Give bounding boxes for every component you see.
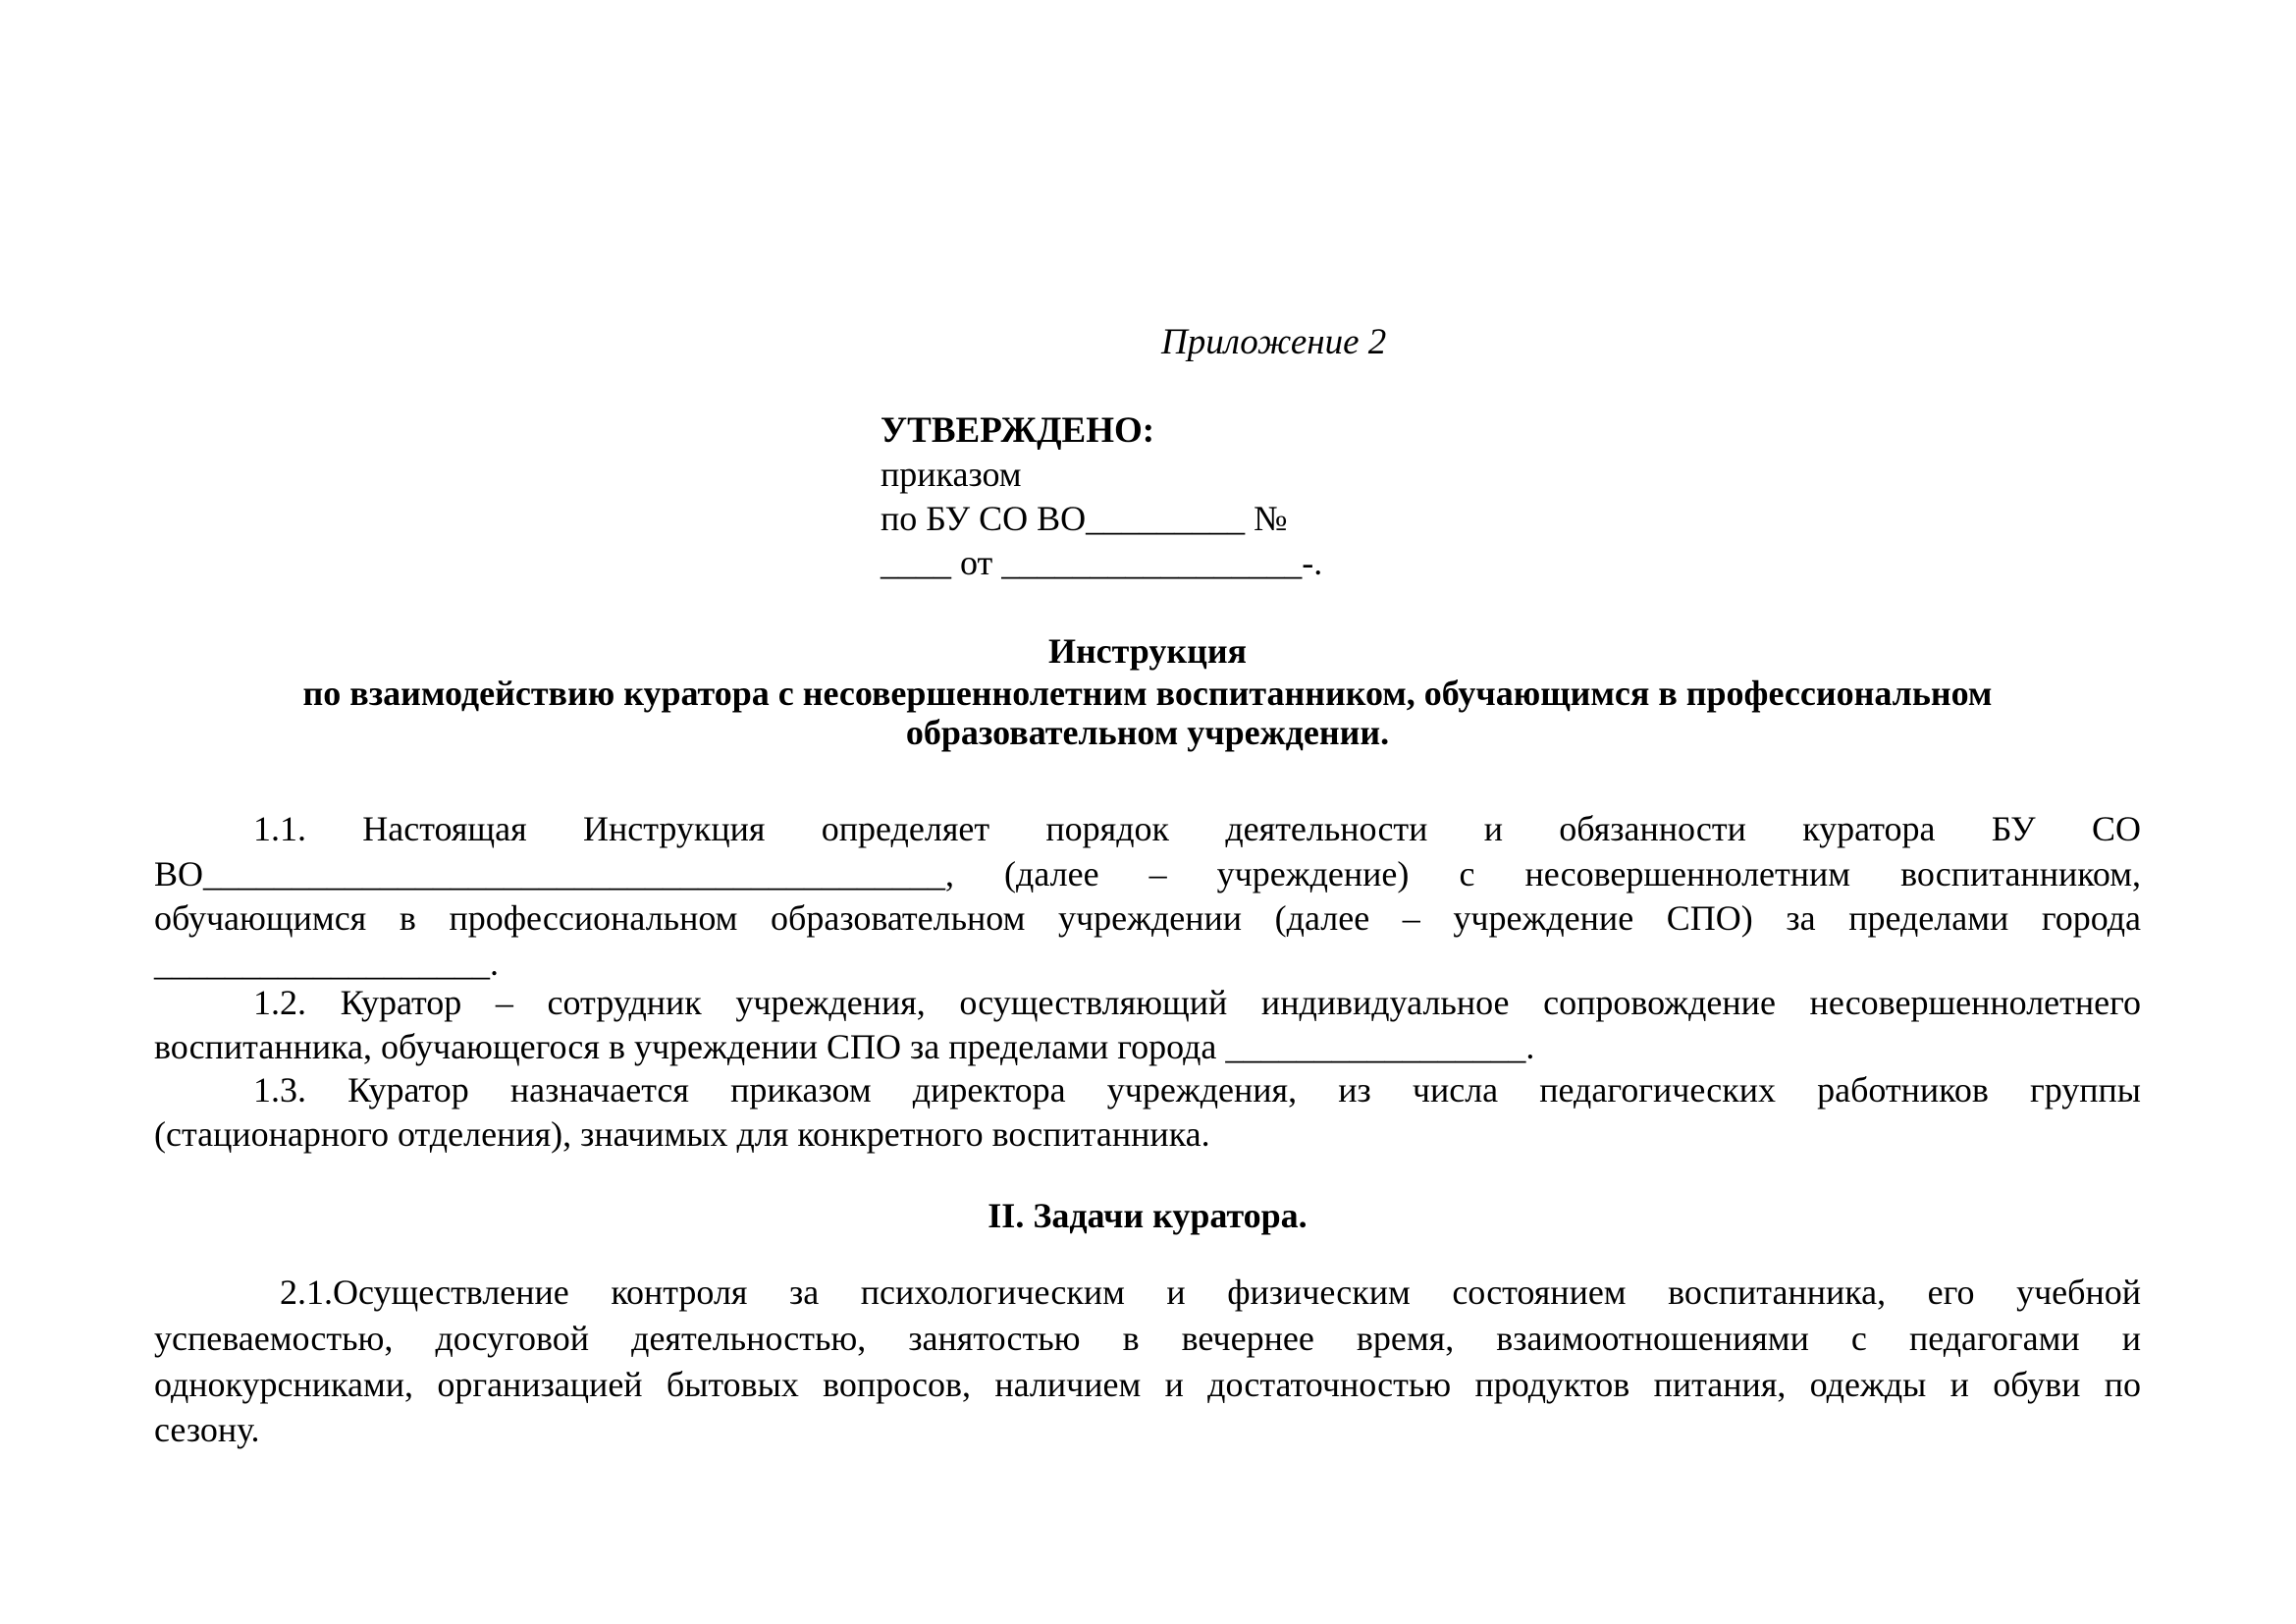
section-heading: II. Задачи куратора. <box>988 1196 1308 1235</box>
paragraph-line: 1.2. Куратор – сотрудник учреждения, осуществляющий индивидуальное сопровождение несовершеннолетнего <box>253 983 2141 1022</box>
approval-line: ____ от _________________-. <box>881 543 1323 582</box>
paragraph-line: успеваемостью, досуговой деятельностью, занятостью в вечернее время, взаимоотношениями с педагогами и <box>154 1319 2141 1358</box>
paragraph-line: 2.1.Осуществление контроля за психологическим и физическим состоянием воспитанника, его учебной <box>280 1272 2141 1312</box>
appendix-label: Приложение 2 <box>1161 322 1387 362</box>
paragraph-line: ___________________. <box>154 944 499 983</box>
title-line: образовательном учреждении. <box>905 713 1390 752</box>
paragraph-line: однокурсниками, организацией бытовых вопросов, наличием и достаточностью продуктов питания, одежды и обуви по <box>154 1365 2141 1404</box>
approval-title: УТВЕРЖДЕНО: <box>881 410 1155 451</box>
approval-line: по БУ СО ВО_________ № <box>881 499 1288 538</box>
title-line: по взаимодействию куратора с несовершеннолетним воспитанником, обучающимся в профессиональном <box>302 674 1993 713</box>
paragraph-line: 1.3. Куратор назначается приказом директора учреждения, из числа педагогических работников группы <box>253 1070 2141 1110</box>
paragraph-line: воспитанника, обучающегося в учреждении СПО за пределами города _________________. <box>154 1027 1535 1066</box>
paragraph-line: сезону. <box>154 1410 260 1449</box>
approval-line: приказом <box>881 455 1022 494</box>
title-line: Инструкция <box>1047 631 1248 671</box>
paragraph-line: ВО__________________________________________, (далее – учреждение) с несовершеннолетним воспитанником, <box>154 854 2141 893</box>
paragraph-line: (стационарного отделения), значимых для конкретного воспитанника. <box>154 1114 1210 1154</box>
paragraph-line: 1.1. Настоящая Инструкция определяет порядок деятельности и обязанности куратора БУ СО <box>253 809 2141 848</box>
paragraph-line: обучающимся в профессиональном образовательном учреждении (далее – учреждение СПО) за пределами города <box>154 898 2141 938</box>
